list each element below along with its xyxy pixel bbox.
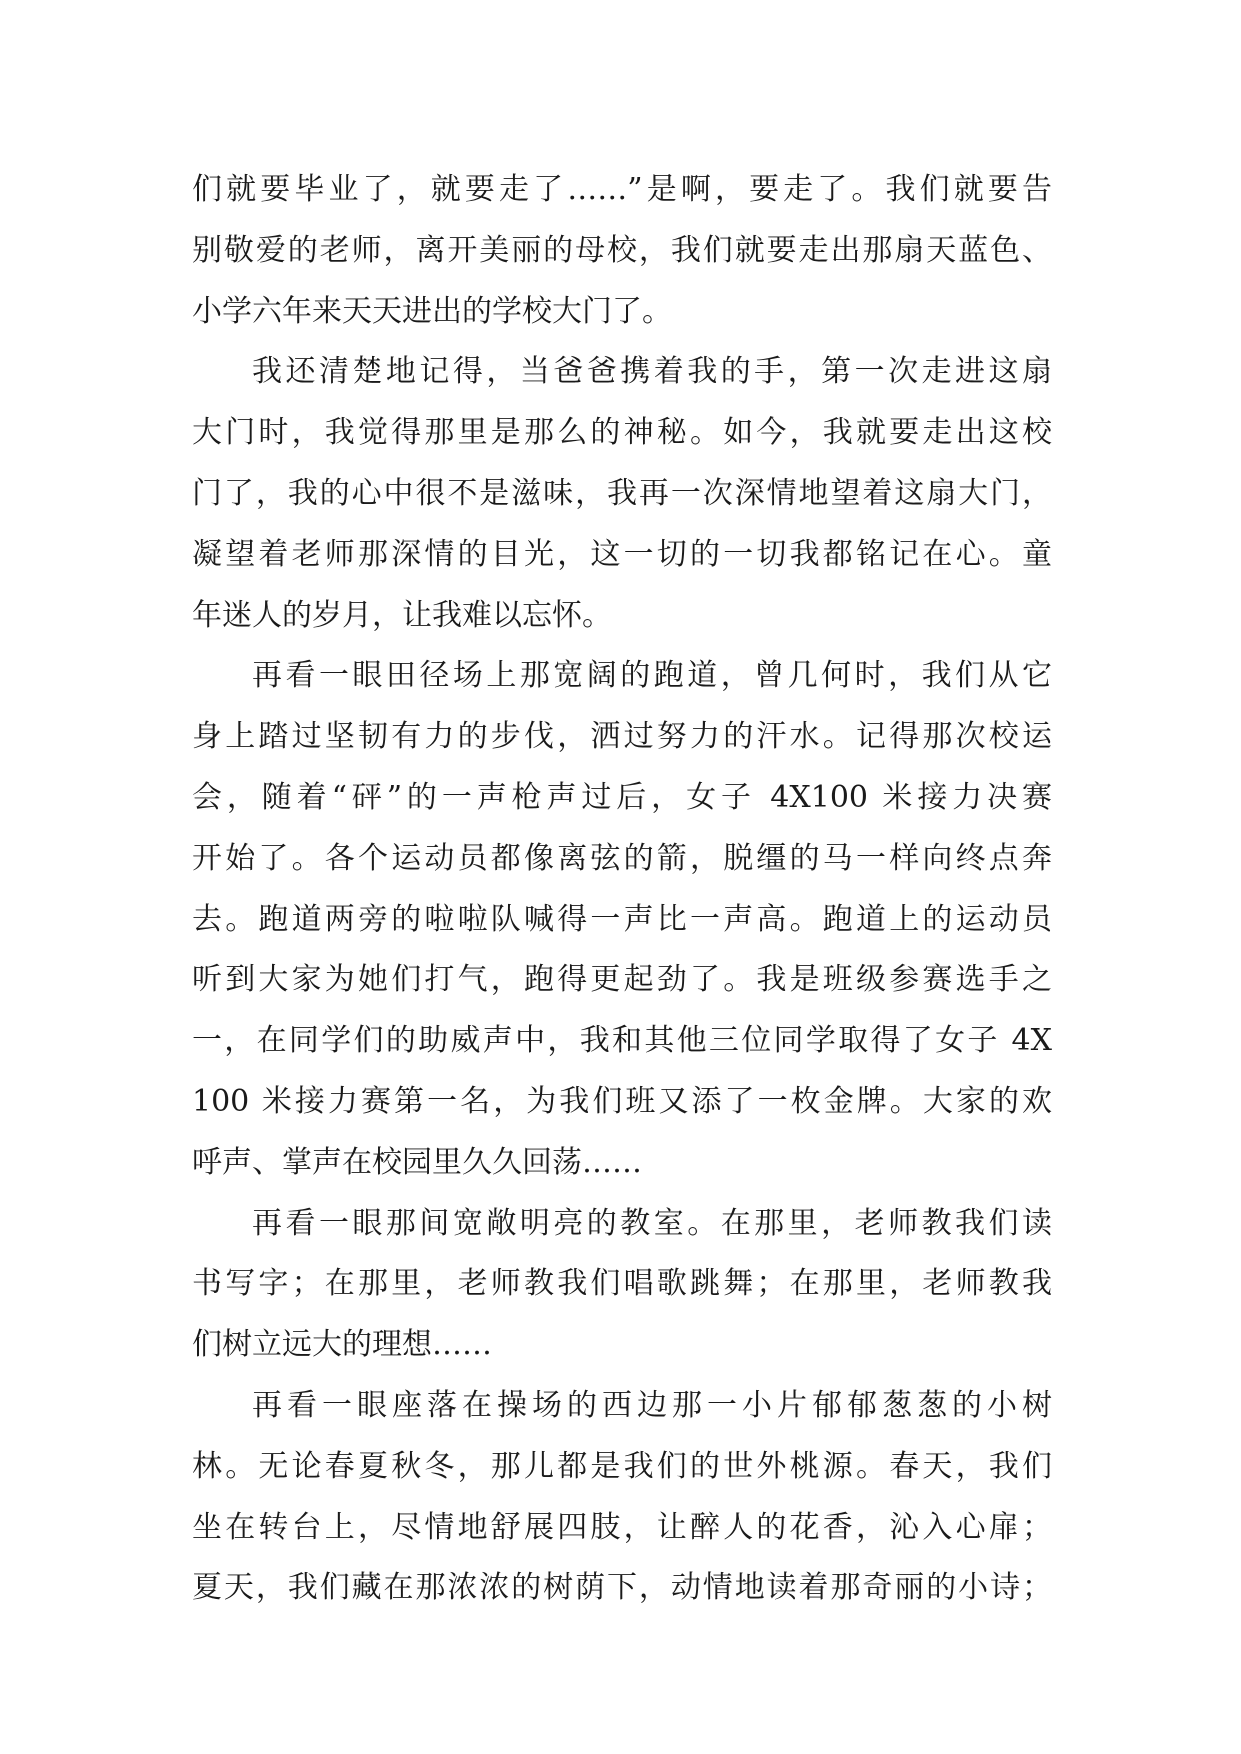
text-line: 身上踏过坚韧有力的步伐，洒过努力的汗水。记得那次校运 bbox=[192, 719, 1052, 755]
text-line: 呼声、掌声在校园里久久回荡…… bbox=[192, 1144, 642, 1180]
text-line: 一，在同学们的助威声中，我和其他三位同学取得了女子 4X bbox=[192, 1023, 1052, 1059]
text-line: 林。无论春夏秋冬，那儿都是我们的世外桃源。春天，我们 bbox=[192, 1448, 1052, 1484]
text-line: 凝望着老师那深情的目光，这一切的一切我都铭记在心。童 bbox=[192, 536, 1052, 572]
text-line: 夏天，我们藏在那浓浓的树荫下，动情地读着那奇丽的小诗； bbox=[192, 1570, 1052, 1606]
text-line: 别敬爱的老师，离开美丽的母校，我们就要走出那扇天蓝色、 bbox=[192, 232, 1052, 268]
text-line: 们树立远大的理想…… bbox=[192, 1327, 492, 1363]
text-line: 去。跑道两旁的啦啦队喊得一声比一声高。跑道上的运动员 bbox=[192, 901, 1052, 937]
paragraph-first-line: 再看一眼那间宽敞明亮的教室。在那里，老师教我们读 bbox=[252, 1205, 1052, 1241]
text-line: 门了，我的心中很不是滋味，我再一次深情地望着这扇大门， bbox=[192, 475, 1052, 511]
text-line: 们就要毕业了，就要走了……”是啊，要走了。我们就要告 bbox=[192, 172, 1052, 207]
text-line: 听到大家为她们打气，跑得更起劲了。我是班级参赛选手之 bbox=[192, 962, 1052, 998]
paragraph-first-line: 再看一眼座落在操场的西边那一小片郁郁葱葱的小树 bbox=[252, 1387, 1052, 1423]
paragraph-first-line: 再看一眼田径场上那宽阔的跑道，曾几何时，我们从它 bbox=[252, 658, 1052, 694]
text-line: 大门时，我觉得那里是那么的神秘。如今，我就要走出这校 bbox=[192, 415, 1052, 451]
text-line: 100 米接力赛第一名，为我们班又添了一枚金牌。大家的欢 bbox=[192, 1083, 1052, 1119]
text-line: 开始了。各个运动员都像离弦的箭，脱缰的马一样向终点奔 bbox=[192, 840, 1052, 876]
document-body bbox=[192, 160, 1052, 1619]
text-line: 年迷人的岁月，让我难以忘怀。 bbox=[192, 597, 612, 633]
paragraph-first-line: 我还清楚地记得，当爸爸携着我的手，第一次走进这扇 bbox=[252, 354, 1052, 390]
text-line: 会，随着“砰”的一声枪声过后，女子 4X100 米接力决赛 bbox=[192, 779, 1052, 815]
text-line: 坐在转台上，尽情地舒展四肢，让醉人的花香，沁入心扉； bbox=[192, 1509, 1052, 1545]
text-line: 书写字；在那里，老师教我们唱歌跳舞；在那里，老师教我 bbox=[192, 1266, 1052, 1302]
text-line: 小学六年来天天进出的学校大门了。 bbox=[192, 293, 672, 329]
